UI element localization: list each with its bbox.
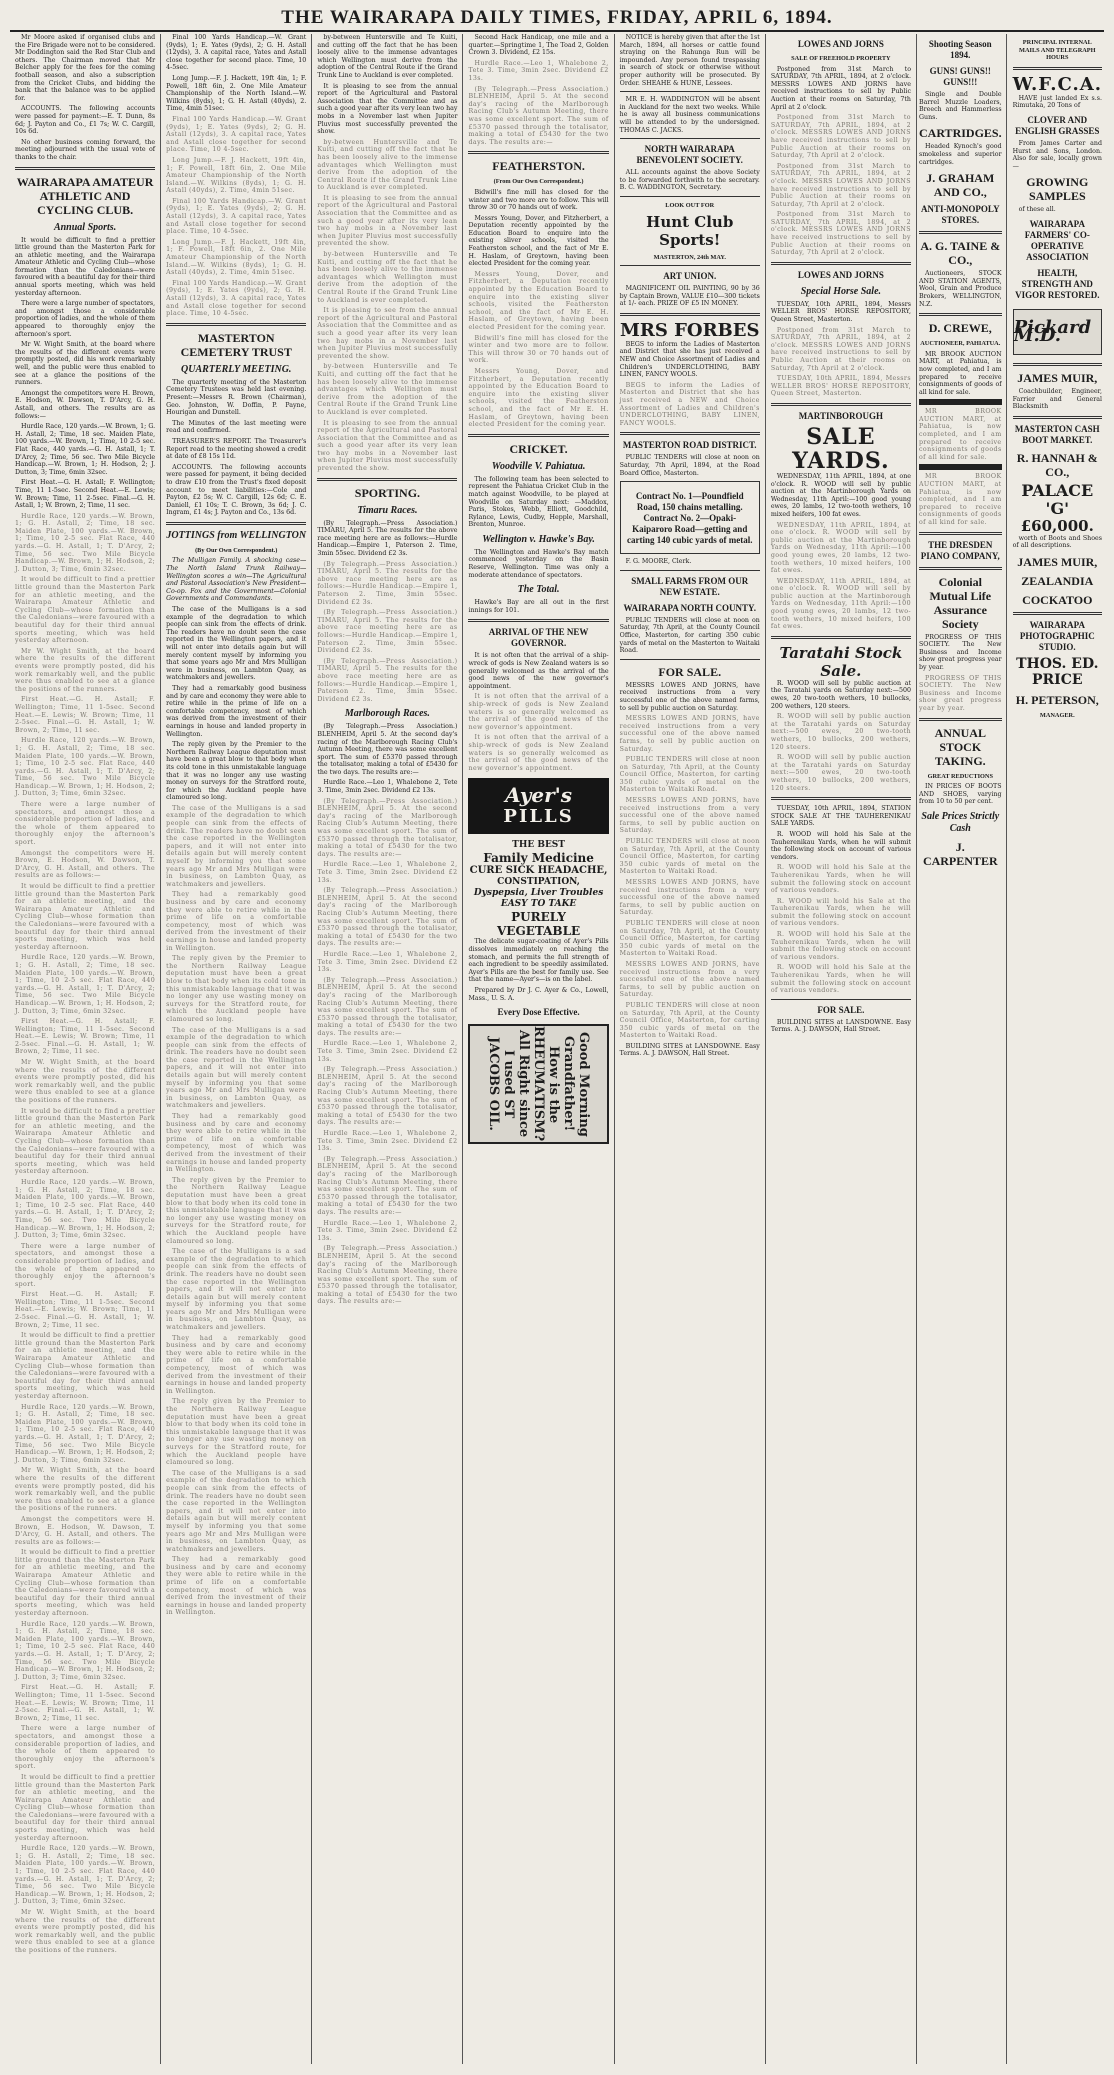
article-text: (By Telegraph.—Press Association.) TIMARU, April 5. The results for the above race meeting here are as follows:—Hurdle Handicap.—Empire 1, Paterson 2. Time, 3min 55sec. Dividend £2 3s. <box>317 657 458 703</box>
section-subheading: QUARTERLY MEETING. <box>181 363 292 375</box>
article-text: by-between Huntersville and Te Kuiti, and cutting off the fact that he has been loosely alive to the immense advantages which Wellington must derive from the adoption of the Central Route if the Grand Trunk Line to Auckland is ever completed. <box>317 251 458 304</box>
divider <box>1013 416 1102 419</box>
ad-text: Single and Double Barrel Muzzle Loaders, Breech and Hammerless Guns. <box>918 91 1002 121</box>
article-text: It is pleasing to see from the annual report of the Agricultural and Pastoral Association that the Committee and as such a good year after its very lean two hay mobs in a November last when Jupiter Pluvius most successfully prevented the show. <box>317 194 458 248</box>
sale-text: R. WOOD will sell by public auction at the Taratahi yards on Saturday next:—500 ewes, 20 two-tooth wethers, 10 bullocks, 200 wethers, 120 steers. <box>770 679 911 710</box>
section-subheading: Woodville V. Pahiatua. <box>491 460 586 472</box>
ad-brand: Ayer's <box>505 783 573 808</box>
ad-text: PROGRESS OF THIS SOCIETY. The New Business and Income show great progress year by year. <box>918 633 1002 671</box>
notice-text: PUBLIC TENDERS will close at noon on Saturday, 7th April, at the County Council Office, Masterton, for carting 350 cubic yards of metal on the Masterton to Waitaki Road. <box>619 616 760 655</box>
notice-text: MESSRS LOWES AND JORNS, have received instructions from a very successful one of the above named farms, to sell by public auction on Saturday. <box>619 715 760 753</box>
divider <box>919 718 1002 721</box>
article-text: The case of the Mulligans is a sad example of the degradation to which people can sink from the effects of drink. The readers have no doubt seen the case reported in the Wellington papers, and it will not enter into details again but will merely content myself by informing you that some years ago Mr and Mrs Mulligan were in business, on Lambton Quay, as watchmakers and jewellers. <box>166 1026 307 1110</box>
notice-text: ALL accounts against the above Society to be forwarded forthwith to the secretary. B. C. WADDINGTON, Secretary. <box>619 169 760 192</box>
article-text: They had a remarkably good business and by care and economy they were able to retire while in the prime of life on a comfortable competency, most of which was derived from the investment of their earnings in house and landed property in Wellington. <box>166 891 307 952</box>
ad-heading: Colonial Mutual Life Assurance Society <box>929 574 992 631</box>
sale-heading: Special Horse Sale. <box>800 285 882 297</box>
ad-text: MR BROOK AUCTION MART, at Pahiatua, is now completed, and I am prepared to receive consignments of goods of all kind for sale. <box>918 350 1002 396</box>
article-text: It would be difficult to find a prettier little ground than the Masterton Park for an athletic meeting, and the Wairarapa Amateur Athletic and Cycling Club—whose formation than the Caledonians—were favoured with a beautiful day for their third annual sports meeting, which was held yesterday afternoon. <box>15 1332 156 1400</box>
sale-text: R. WOOD will hold his Sale at the Tauherenikau Yards, when he will submit the following stock on account of various vendors. <box>770 931 911 961</box>
article-text: Hurdle Race.—Leo 1, Whalebone 2, Tete 3. Time, 3min 2sec. Dividend £2 13s. <box>317 779 458 795</box>
article-text: It would be difficult to find a prettier little ground than the Masterton Park for an athletic meeting, and the Wairarapa Amateur Athletic and Cycling Club—whose formation than the Caledonians—were favoured with a beautiful day for their third annual sports meeting, which was held yesterday afternoon. <box>15 576 156 645</box>
notice-text: NOTICE is hereby given that after the 1st March, 1894, all horses or cattle found straying on the Rahunga Run will be impounded. Any person found trespassing in search of stock or otherwise without proper authority will be prosecuted. By Order. SHEAHE & HUNE, Lessees. <box>619 34 760 87</box>
ad-text: Good Morning Grandfather! How is the RHEUMATISM? All Right since I used ST JACOBS OIL. <box>486 1026 592 1142</box>
divider <box>771 262 911 265</box>
results-text: Hurdle Race, 120 yards.—W. Brown, 1; G. H. Astall, 2; Time, 18 sec. Maiden Plate, 100 yards.—W. Brown, 1; Time, 10 2-5 sec. Flat Race, 440 yards.—G. H. Astall, 1; T. D'Arcy, 2; Time, 56 sec. Two Mile Bicycle Handicap.—W. Brown, 1; H. Hodson, 2; J. Dutton, 3; Time, 6min 32sec. <box>15 423 156 476</box>
sale-text: WEDNESDAY, 11th APRIL, 1894, at one o'clock. R. WOOD will sell by public auction at the Martinborough Yards on Wednesday, 11th April:—100 good young ewes, 20 lambs, 12 two-tooth wethers, 10 mixed heifers, 100 fat ewes. <box>770 472 911 518</box>
ad-line: MASTERTON, 24th MAY. <box>653 253 726 261</box>
article-text: Hurdle Race, 120 yards.—W. Brown, 1; G. H. Astall, 2; Time, 18 sec. Maiden Plate, 100 yards.—W. Brown, 1; Time, 10 2-5 sec. Flat Race, 440 yards.—G. H. Astall, 1; T. D'Arcy, 2; Time, 56 sec. Two Mile Bicycle Handicap.—W. Brown, 1; H. Hodson, 2; J. Dutton, 3; Time, 6min 32sec. <box>15 954 156 1015</box>
ad-text: Headed Kynoch's good smokeless and superior cartridges. <box>918 143 1002 166</box>
notice-text: MR E. H. WADDINGTON will be absent in Auckland for the next two weeks. While he is away all business communications will be attended to by the undersigned. THOMAS C. JACKS. <box>619 96 760 134</box>
ad-line: LOOK OUT FOR <box>665 201 715 209</box>
sale-text: Postponed from 31st March to SATURDAY, 7th APRIL, 1894, at 2 o'clock. MESSRS LOWES AND JORNS have received instructions to sell by Public Auction at their rooms on Saturday, 7th April at 2 o'clock. <box>770 162 911 208</box>
sale-text: Postponed from 31st March to SATURDAY, 7th APRIL, 1894, at 2 o'clock. MESSRS LOWES AND JORNS have received instructions to sell by Public Auction at their rooms on Saturday, 7th April at 2 o'clock. <box>770 65 911 111</box>
article-text: It would be difficult to find a prettier little ground than the Masterton Park for an athletic meeting, and the Wairarapa Amateur Athletic and Cycling Club—whose formation than the Caledonians—were favoured with a beautiful day for their third annual sports meeting, which was held yesterday afternoon. <box>15 883 156 951</box>
article-text: Hurdle Race, 120 yards.—W. Brown, 1; G. H. Astall, 2; Time, 18 sec. Maiden Plate, 100 yards.—W. Brown, 1; Time, 10 2-5 sec. Flat Race, 440 yards.—G. H. Astall, 1; T. D'Arcy, 2; Time, 56 sec. Two Mile Bicycle Handicap.—W. Brown, 1; H. Hodson, 2; J. Dutton, 3; Time, 6min 32sec. <box>15 512 156 573</box>
ad-line: PURELY VEGETABLE <box>496 910 581 939</box>
ad-text: Prepared by Dr J. C. Ayer & Co., Lowell, Mass., U. S. A. <box>468 986 609 1002</box>
article-text: They had a remarkably good business and by care and economy they were able to retire while in the prime of life on a comfortable competency, most of which was derived from the investment of their earnings in house and landed property in Wellington. <box>166 1113 307 1174</box>
ad-heading: CLOVER AND ENGLISH GRASSES <box>1015 114 1100 136</box>
divider <box>919 313 1002 316</box>
ad-line: CURE SICK HEADACHE, <box>469 865 608 877</box>
article-text: The quarterly meeting of the Masterton Cemetery Trustees was held last evening. Present:—Messrs R. Brown (Chairman), Geo. Johnston, W. Doffin, P. Payne, Hourigan and Dunstell. <box>166 378 307 417</box>
ad-text: of these all. <box>1018 206 1056 214</box>
notice-heading: MASTERTON ROAD DISTRICT. <box>622 440 757 451</box>
article-text: The reply given by the Premier to the Northern Railway League deputation must have been a great blow to that body when its cold tone in this unmistakable language that it was no longer any use wasting money on surveys for the Stratford route, for which the Auckland people have clamoured so long. <box>166 1398 307 1467</box>
section-heading: FEATHERSTON. <box>492 159 585 174</box>
sale-yards-title: SALE YARDS. <box>792 423 890 474</box>
ad-heading: D. CREWE, <box>928 321 992 336</box>
contract-box <box>620 481 760 554</box>
article-text: Amongst the competitors were H. Brown, E. Hodson, W. Dawson, T. D'Arcy, G. H. Astall, and others. The results are as follows:— <box>15 1515 156 1546</box>
article-text: The Wellington and Hawke's Bay match commenced yesterday on the Basin Reserve, Wellington. Time was only a moderate attendance of spectators. <box>468 548 609 579</box>
ad-heading: COCKATOO <box>1022 592 1093 607</box>
article-text: by-between Huntersville and Te Kuiti, and cutting off the fact that he has been loosely alive to the immense advantages which Wellington must derive from the adoption of the Central Route if the Grand Trunk Line to Auckland is ever completed. <box>317 34 458 79</box>
ad-heading: Sale Prices Strictly Cash <box>921 810 1000 834</box>
article-text: There were a large number of spectators, and amongst those a considerable proportion of ladies, and the whole of them appeared to thoroughly enjoy the afternoon's sport. <box>15 1242 156 1288</box>
notice-text: PUBLIC TENDERS will close at noon on Saturday, 7th April, at the County Council Office, Masterton, for carting 350 cubic yards of metal on the Masterton to Waitaki Road. <box>619 1001 760 1040</box>
notice-text: MESSRS LOWES AND JORNS, have received instructions from a very successful one of the above named farms, to sell by public auction on Saturday. <box>619 879 760 917</box>
article-text: It is not often that the arrival of a ship-wreck of gods is New Zealand waters is so generally welcomed as the arrival of the good news of the new governor's appointment. <box>468 652 609 690</box>
ad-text: BEGS to inform the Ladies of Masterton and District that she has just received a NEW and Choice Assortment of Ladies and Children's UNDERCLOTHING, BABY LINEN, FANCY WOOLS. <box>619 381 760 427</box>
ad-heading: AUCTIONEER, PAHIATUA. <box>920 340 1001 348</box>
article-text: The reply given by the Premier to the Northern Railway League deputation must have been a great blow to that body when its cold tone in this unmistakable language that it was no longer any use wasting money on surveys for the Stratford route, for which the Auckland people have clamoured so long. <box>166 955 307 1023</box>
column-3 <box>312 34 463 2064</box>
article-text: ACCOUNTS. The following accounts were passed for payment, it being decided to draw £10 from the Trust's fixed deposit account to meet liabilities:—Cole and Payton, £2 5s; W. C. Cargill, 12s 6d; C. E. Daniell, £1 10s; T. C. Brown, 3s 6d; J. C. Ingram, £1 4s; J. Payton and Co., 13s 6d. <box>166 463 307 517</box>
section-heading: CRICKET. <box>509 441 568 456</box>
divider <box>620 196 760 197</box>
sale-text: Postponed from 31st March to SATURDAY, 7th APRIL, 1894, at 2 o'clock. MESSRS LOWES AND JORNS have received instructions to sell by Public Auction at their rooms on Saturday, 7th April at 2 o'clock. <box>770 211 911 257</box>
section-heading: ARRIVAL OF THE NEW GOVERNOR. <box>488 627 589 649</box>
article-text: Messrs Young, Dover, and Fitzherbert, a Deputation recently appointed by the Education Board to enquire into the existing sliver schools, visited the Featherston school, and the fact of Mr E. H. Haslam, of Greytown, having been elected President for the coming year. <box>468 367 609 429</box>
section-subheading: (From Our Own Correspondent.) <box>493 178 584 186</box>
ad-heading: GROWING SAMPLES <box>1026 175 1089 204</box>
divider <box>15 167 155 170</box>
ad-text: BEGS to inform the Ladies of Masterton and District that she has just received a NEW and Choice Assortment of Ladies and Children's UNDERCLOTHING, BABY LINEN, FANCY WOOLS. <box>619 340 760 379</box>
ad-text: From James Carter and Hurst and Sons, London. Also for sale, locally grown— <box>1012 139 1102 170</box>
ad-heading: JAMES MUIR, <box>1017 370 1098 385</box>
sale-text: R. WOOD will sell by public auction at the Taratahi yards on Saturday next:—500 ewes, 20 two-tooth wethers, 10 bullocks, 200 wethers, 120 steers. <box>770 754 911 792</box>
ad-heading: CARTRIDGES. <box>918 126 1002 141</box>
divider <box>620 313 760 316</box>
divider <box>919 532 1002 535</box>
divider <box>771 999 911 1000</box>
divider <box>620 432 760 435</box>
sale-text: BUILDING SITES at LANSDOWNE. Easy Terms. A. J. DAWSON, Hall Street. <box>770 1018 911 1034</box>
column-7b <box>1013 34 1102 2064</box>
article-text: It is not often that the arrival of a ship-wreck of gods is New Zealand waters is so generally welcomed as the arrival of the good news of the new governor's appointment. <box>468 693 609 731</box>
article-text: Final 100 Yards Handicap.—W. Grant (9yds), 1; E. Yates (9yds), 2; G. H. Astall (12yds), 3. A capital race, Yates and Astall close together for second place. Time, 10 4-5sec. <box>166 115 307 154</box>
sale-text: R. WOOD will hold his Sale at the Tauherenikau Yards, when he will submit the following stock on account of various vendors. <box>770 830 911 861</box>
notice-heading: NORTH WAIRARAPA BENEVOLENT SOCIETY. <box>636 144 743 166</box>
divider <box>1013 67 1102 70</box>
article-text: Bidwill's fine mill has closed for the winter and two more are to follow. This will throw 30 or 70 hands out of work. <box>468 334 609 365</box>
article-text: It is not often that the arrival of a ship-wreck of gods is New Zealand waters is so generally welcomed as the arrival of the good news of the new governor's appointment. <box>468 734 609 772</box>
section-subheading: Timaru Races. <box>357 504 418 516</box>
article-text: Messrs Young, Dover, and Fitzherbert, a Deputation recently appointed by the Education Board to enquire into the existing sliver schools, visited the Featherston school, and the fact of Mr E. H. Haslam, of Greytown, having been elected President for the coming year. <box>468 214 609 268</box>
ad-heading: JAMES MUIR, <box>1017 554 1098 569</box>
column-6 <box>766 34 917 2064</box>
article-text: The case of the Mulligans is a sad example of the degradation to which people can sink from the effects of drink. The readers have no doubt seen the case reported in the Wellington papers, and it will not enter into details again but will merely content myself by informing you that some years ago Mr and Mrs Mulligan were in business, on Lambton Quay, as watchmakers and jewellers. <box>166 804 307 888</box>
notice-heading: WAIRARAPA NORTH COUNTY. <box>623 602 756 613</box>
article-text: Mr W. Wight Smith, at the board where the results of the different events were promptly posted, did his work remarkably well, and the public were thus enabled to see at a glance the positions of the runners. <box>15 647 156 693</box>
ad-heading: HEALTH, STRENGTH AND VIGOR RESTORED. <box>1015 267 1100 300</box>
article-text: The reply given by the Premier to the Northern Railway League deputation must have been a great blow to that body when its cold tone in this unmistakable language that it was no longer any use wasting money on surveys for the Stratford route, for which the Auckland people have clamoured so long. <box>166 741 307 802</box>
article-text: It would be difficult to find a prettier little ground than the Masterton Park for an athletic meeting, and the Wairarapa Amateur Athletic and Cycling Club—whose formation than the Caledonians—were favoured with a beautiful day for their third annual sports meeting, which was held yesterday afternoon. <box>15 236 156 297</box>
divider <box>317 478 457 481</box>
article-text: Hurdle Race.—Leo 1, Whalebone 2, Tete 3. Time, 3min 2sec. Dividend £2 13s. <box>317 1219 458 1242</box>
article-text: Hurdle Race, 120 yards.—W. Brown, 1; G. H. Astall, 2; Time, 18 sec. Maiden Plate, 100 yards.—W. Brown, 1; Time, 10 2-5 sec. Flat Race, 440 yards.—G. H. Astall, 1; T. D'Arcy, 2; Time, 56 sec. Two Mile Bicycle Handicap.—W. Brown, 1; H. Hodson, 2; J. Dutton, 3; Time, 6min 32sec. <box>15 1178 156 1240</box>
section-heading: SPORTING. <box>354 485 421 500</box>
article-text: The case of the Mulligans is a sad example of the degradation to which people can sink from the effects of drink. The readers have no doubt seen the case reported in the Wellington papers, and it will not enter into details again but will merely content myself by informing you that some years ago Mr and Mrs Mulligan were in business, on Lambton Quay, as watchmakers and jewellers. <box>166 1248 307 1332</box>
article-text: (By Telegraph.—Press Association.) TIMARU, April 5. The results for the above race meeting here are as follows:—Hurdle Handicap.—Empire 1, Paterson 2. Time, 3min 55sec. Dividend £2 3s. <box>317 560 458 606</box>
article-text: First Heat.—G. H. Astall; F. Wellington; Time, 11 1-5sec. Second Heat.—E. Lewis; W. Brown; Time, 11 2-5sec. Final.—G. H. Astall, 1; W. Brown, 2; Time, 11 sec. <box>15 1684 156 1722</box>
article-text: Mr W. Wight Smith, at the board where the results of the different events were promptly posted, did his work remarkably well, and the public were thus enabled to see at a glance the positions of the runners. <box>15 341 156 387</box>
ad-text: Auctioneers, STOCK AND STATION AGENTS, Wool, Grain and Produce Brokers, WELLINGTON, N.Z. <box>918 270 1002 308</box>
divider <box>919 567 1002 570</box>
divider <box>771 797 911 800</box>
article-text: They had a remarkably good business and by care and economy they were able to retire while in the prime of life on a comfortable competency, most of which was derived from the investment of their earnings in house and landed property in Wellington. <box>166 1334 307 1395</box>
ad-line: THE BEST <box>512 840 565 851</box>
article-text: (By Telegraph.—Press Association.) BLENHEIM, April 5. At the second day's racing of the Marlborough Racing Club's Autumn Meeting, there was some excellent sport. The sum of £5370 passed through the totalisator, making a total of £5430 for the two days. The results are:— <box>317 1066 458 1127</box>
ad-text: PROGRESS OF THIS SOCIETY. The New Business and Income show great progress year by year. <box>918 674 1002 712</box>
ad-text: worth of Boots and Shoes of all descriptions. <box>1012 534 1102 550</box>
article-text: It is pleasing to see from the annual report of the Agricultural and Pastoral Association that the Committee and as such a good year after its very lean two hay mobs in a November last when Jupiter Pluvius most successfully prevented the show. <box>317 82 458 136</box>
sale-text: TUESDAY, 10th APRIL, 1894, Messrs WELLER BROS' HORSE REPOSITORY, Queen Street, Masterton. <box>770 375 911 398</box>
article-text: (By Telegraph.—Press Association.) BLENHEIM, April 5. At the second day's racing of the Marlborough Racing Club's Autumn Meeting, there was some excellent sport. The sum of £5370 passed through the totalisator, making a total of £5430 for the two days. The results are:— <box>317 976 458 1037</box>
article-text: First Heat.—G. H. Astall; F. Wellington; Time, 11 1-5sec. Second Heat.—E. Lewis; W. Brown; Time, 11 2-5sec. Final.—G. H. Astall, 1; W. Brown, 2; Time, 11 sec. <box>15 696 156 734</box>
wfca-title: W.F.C.A. <box>1012 73 1102 95</box>
sale-heading: FOR SALE. <box>817 1004 865 1015</box>
article-text: TREASURER'S REPORT. The Treasurer's Report read to the meeting showed a credit at date of £8 15s 11d. <box>166 437 307 461</box>
article-text: by-between Huntersville and Te Kuiti, and cutting off the fact that he has been loosely alive to the immense advantages which Wellington must derive from the adoption of the Central Route if the Grand Trunk Line to Auckland is ever completed. <box>317 138 458 192</box>
newspaper-title: THE WAIRARAPA DAILY TIMES, FRIDAY, APRIL 6, 1894. <box>281 7 833 28</box>
divider <box>771 403 911 406</box>
article-text: Hurdle Race, 120 yards.—W. Brown, 1; G. H. Astall, 2; Time, 18 sec. Maiden Plate, 100 yards.—W. Brown, 1; Time, 10 2-5 sec. Flat Race, 440 yards.—G. H. Astall, 1; T. D'Arcy, 2; Time, 56 sec. Two Mile Bicycle Handicap.—W. Brown, 1; H. Hodson, 2; J. Dutton, 3; Time, 6min 32sec. <box>15 1845 156 1906</box>
sale-text: WEDNESDAY, 11th APRIL, 1894, at one o'clock. R. WOOD will sell by public auction at the Martinborough Yards on Wednesday, 11th April:—100 good young ewes, 20 lambs, 12 two-tooth wethers, 10 mixed heifers, 100 fat ewes. <box>770 521 911 575</box>
article-text: Hurdle Race.—Leo 1, Whalebone 2, Tete 3. Time, 3min 2sec. Dividend £2 13s. <box>317 950 458 974</box>
results-text: First Heat.—G. H. Astall; F. Wellington; Time, 11 1-5sec. Second Heat.—E. Lewis; W. Brown; Time, 11 2-5sec. Final.—G. H. Astall, 1; W. Brown, 2; Time, 11 sec. <box>15 479 156 510</box>
ad-product: PILLS <box>503 806 574 828</box>
sale-text: R. WOOD will hold his Sale at the Tauherenikau Yards, when he will submit the following stock on account of various vendors. <box>770 897 911 928</box>
article-text: Hurdle Race.—Leo 1, Whalebone 2, Tete 3. Time, 3min 2sec. Dividend £2 13s. <box>317 1040 458 1063</box>
sale-text: TUESDAY, 10th APRIL, 1894, STATION STOCK SALE AT THE TAUHERENIKAU SALE YARDS. <box>770 805 911 828</box>
notice-text: PUBLIC TENDERS will close at noon on Saturday, 7th April, at the County Council Office, Masterton, for carting 350 cubic yards of metal on the Masterton to Waitaki Road. <box>619 756 760 794</box>
article-text: The case of the Mulligans is a sad example of the degradation to which people can sink from the effects of drink. The readers have no doubt seen the case reported in the Wellington papers, and it will not enter into details again but will merely content myself by informing you that some years ago Mr and Mrs Mulligan were in business, on Lambton Quay, as watchmakers and jewellers. <box>166 606 307 682</box>
price-signature-title: THOS. ED. PRICE <box>1016 655 1099 688</box>
ad-line: EASY TO TAKE <box>500 899 577 910</box>
article-text: (By Telegraph.—Press Association.) TIMARU, April 5. The results for the above race meeting here are as follows:—Hurdle Handicap.—Empire 1, Paterson 2. Time, 3min 55sec. Dividend £2 3s. <box>317 519 458 558</box>
ad-text: Coachbuilder, Engineer, Farrier and General Blacksmith <box>1012 387 1102 411</box>
ad-tagline: Every Dose Effective. <box>497 1007 580 1018</box>
article-text: Long Jump.—F. J. Hackett, 19ft 4in, 1; F. Powell, 18ft 6in, 2. One Mile Amateur Championship of the North Island.—W. Wilkins (8yds), 1; G. H. Astall (40yds), 2. Time, 4min 51sec. <box>166 74 307 113</box>
article-text: Final 100 Yards Handicap.—W. Grant (9yds), 1; E. Yates (9yds), 2; G. H. Astall (12yds), 3. A capital race, Yates and Astall close together for second place. Time, 10 4-5sec. <box>166 34 307 72</box>
ad-heading: ANNUAL STOCK TAKING. <box>934 725 986 768</box>
notice-text: MAGNIFICENT OIL PAINTING, 90 by 36 by Captain Brown, VALUE £10—300 tickets at 1/- each. PRIZE OF £5 IN MONEY. <box>619 285 760 308</box>
divider <box>620 265 760 266</box>
article-text: Amongst the competitors were H. Brown, E. Hodson, W. Dawson, T. D'Arcy, G. H. Astall, and others. The results are as follows:— <box>15 849 156 880</box>
article-text: ACCOUNTS. The following accounts were passed for payment:—E. T. Dunn, 8s 6d; J. Payton and Co., £1 7s; W. C. Cargill, 10s 6d. <box>15 105 156 136</box>
article-text: (By Telegraph.—Press Association.) BLENHEIM, April 5. At the second day's racing of the Marlborough Racing Club's Autumn Meeting, there was some excellent sport. The sum of £5370 passed through the totalisator, making a total of £5430 for the two days. The results are:— <box>317 723 458 776</box>
divider <box>468 151 608 154</box>
article-text: Mr Moore asked if organised clubs and the Fire Brigade were not to be considered. Mr Doddington said the Red Star Club and others. The Chairman moved that Mr Belcher apply for the fees for the coming football season, and also a subscription from the Cricket Clubs, and bidding the bank that the balance was to be applied for. <box>15 34 156 102</box>
section-subheading: (By Our Own Correspondent.) <box>195 546 278 554</box>
article-text: There were a large number of spectators, and amongst those a considerable proportion of ladies, and the whole of them appeared to thoroughly enjoy the afternoon's sport. <box>15 300 156 338</box>
contract-text: Contract No. 1—Poundfield Road, 150 chains metalling. Contract No. 2—Opaki-Kaiparoro Road—getting and carting 140 cubic yards of metal. <box>626 491 753 546</box>
ad-text: IN PRICES OF BOOTS AND SHOES, varying from 10 to 50 per cent. <box>918 783 1002 806</box>
article-text: No other business coming forward, the meeting adjourned with the usual vote of thanks to the chair. <box>15 138 156 161</box>
ad-heading: GUNS! GUNS!! GUNS!!! <box>929 66 991 87</box>
article-text: Hurdle Race, 120 yards.—W. Brown, 1; G. H. Astall, 2; Time, 18 sec. Maiden Plate, 100 yards.—W. Brown, 1; Time, 10 2-5 sec. Flat Race, 440 yards.—G. H. Astall, 1; T. D'Arcy, 2; Time, 56 sec. Two Mile Bicycle Handicap.—W. Brown, 1; H. Hodson, 2; J. Dutton, 3; Time, 6min 32sec. <box>15 1403 156 1464</box>
article-text: First Heat.—G. H. Astall; F. Wellington; Time, 11 1-5sec. Second Heat.—E. Lewis; W. Brown; Time, 11 2-5sec. Final.—G. H. Astall, 1; W. Brown, 2; Time, 11 sec. <box>15 1018 156 1056</box>
ad-text: The delicate sugar-coating of Ayer's Pills dissolves immediately on reaching the stomach, and permits the full strength of each ingredient to be speedily assimilated. Ayer's Pills are the best for family use. See that the name—Ayer's—is on the label. <box>468 938 609 984</box>
ad-line: Family Medicine <box>483 851 594 866</box>
divider <box>166 522 306 525</box>
divider <box>1013 363 1102 366</box>
article-text: Mr W. Wight Smith, at the board where the results of the different events were promptly posted, did his work remarkably well, and the public were thus enabled to see at a glance the positions of the runners. <box>15 1059 156 1105</box>
ad-text: MR BROOK AUCTION MART, at Pahiatua, is now completed, and I am prepared to receive consignments of goods of all kind for sale. <box>918 473 1002 526</box>
column-5 <box>615 34 766 2064</box>
ad-heading: PRINCIPAL INTERNAL MAILS AND TELEGRAPH HOURS <box>1019 39 1096 62</box>
section-subheading: The Total. <box>517 584 560 596</box>
article-text: Hawke's Bay are all out in the first innings for 101. <box>468 599 609 614</box>
sale-heading: MARTINBOROUGH <box>798 410 883 421</box>
article-text: The case of the Mulligans is a sad example of the degradation to which people can sink from the effects of drink. The readers have no doubt seen the case reported in the Wellington papers, and it will not enter into details again but will merely content myself by informing you that some years ago Mr and Mrs Mulligan were in business, on Lambton Quay, as watchmakers and jewellers. <box>166 1469 307 1553</box>
ad-heading: J. CARPENTER <box>922 839 998 868</box>
divider <box>919 231 1002 234</box>
article-text: Hurdle Race.—Leo 1, Whalebone 2, Tete 3. Time, 3min 2sec. Dividend £2 13s. <box>317 861 458 884</box>
article-text: The reply given by the Premier to the Northern Railway League deputation must have been a great blow to that body when its cold tone in this unmistakable language that it was no longer any use wasting money on surveys for the Stratford route, for which the Auckland people have clamoured so long. <box>166 1176 307 1245</box>
column-7 <box>917 34 1104 2064</box>
ayers-pills-ad-body <box>468 840 608 938</box>
article-text: (By Telegraph.—Press Association.) TIMARU, April 5. The results for the above race meeting here are as follows:—Hurdle Handicap.—Empire 1, Paterson 2. Time, 3min 55sec. Dividend £2 3s. <box>317 609 458 655</box>
article-text: They had a remarkably good business and by care and economy they were able to retire while in the prime of life on a comfortable competency, most of which was derived from the investment of their earnings in house and landed property in Wellington. <box>166 684 307 738</box>
article-text: Final 100 Yards Handicap.—W. Grant (9yds), 1; E. Yates (9yds), 2; G. H. Astall (12yds), 3. A capital race, Yates and Astall close together for second place. Time, 10 4-5sec. <box>166 279 307 318</box>
notice-text: MESSRS LOWES AND JORNS, have received instructions from a very successful one of the above named farms, to sell by public auction on Saturday. <box>619 960 760 999</box>
article-text: There were a large number of spectators, and amongst those a considerable proportion of ladies, and the whole of them appeared to thoroughly enjoy the afternoon's sport. <box>15 1725 156 1771</box>
article-text: Amongst the competitors were H. Brown, E. Hodson, W. Dawson, T. D'Arcy, G. H. Astall, and others. The results are as follows:— <box>15 389 156 420</box>
divider <box>620 659 760 660</box>
notice-heading: FOR SALE. <box>658 664 722 679</box>
ad-heading: MASTERTON CASH BOOT MARKET. <box>1014 423 1100 445</box>
article-text: Mr W. Wight Smith, at the board where the results of the different events were promptly posted, did his work remarkably well, and the public were thus enabled to see at a glance the positions of the runners. <box>15 1909 156 1954</box>
ad-line: Dyspepsia, Liver Troubles <box>473 888 604 899</box>
article-text: Messrs Young, Dover, and Fitzherbert, a Deputation recently appointed by the Education Board to enquire into the existing sliver schools, visited the Featherston school, and the fact of Mr E. H. Haslam, of Greytown, having been elected President for the coming year. <box>468 270 609 331</box>
article-text: Long Jump.—F. J. Hackett, 19ft 4in, 1; F. Powell, 18ft 6in, 2. One Mile Amateur Championship of the North Island.—W. Wilkins (8yds), 1; G. H. Astall (40yds), 2. Time, 4min 51sec. <box>166 238 307 277</box>
column-4 <box>463 34 614 2064</box>
article-text: Hurdle Race, 120 yards.—W. Brown, 1; G. H. Astall, 2; Time, 18 sec. Maiden Plate, 100 yards.—W. Brown, 1; Time, 10 2-5 sec. Flat Race, 440 yards.—G. H. Astall, 1; T. D'Arcy, 2; Time, 56 sec. Two Mile Bicycle Handicap.—W. Brown, 1; H. Hodson, 2; J. Dutton, 3; Time, 6min 32sec. <box>15 1620 156 1681</box>
divider <box>620 570 760 571</box>
ad-text: MR BROOK AUCTION MART, at Pahiatua, is now completed, and I am prepared to receive consignments of goods of all kind for sale. <box>918 408 1002 461</box>
column-7a <box>919 34 1007 2064</box>
divider <box>620 91 760 92</box>
auctioneer-heading: LOWES AND JORNS <box>797 39 884 49</box>
sale-text: TUESDAY, 10th APRIL, 1894, Messrs WELLER BROS' HORSE REPOSITORY, Queen Street, Masterton. <box>770 300 911 324</box>
article-text: It would be difficult to find a prettier little ground than the Masterton Park for an athletic meeting, and the Wairarapa Amateur Athletic and Cycling Club—whose formation than the Caledonians—were favoured with a beautiful day for their third annual sports meeting, which was held yesterday afternoon. <box>15 1773 156 1842</box>
article-text: Hurdle Race, 120 yards.—W. Brown, 1; G. H. Astall, 2; Time, 18 sec. Maiden Plate, 100 yards.—W. Brown, 1; Time, 10 2-5 sec. Flat Race, 440 yards.—G. H. Astall, 1; T. D'Arcy, 2; Time, 56 sec. Two Mile Bicycle Handicap.—W. Brown, 1; H. Hodson, 2; J. Dutton, 3; Time, 6min 32sec. <box>15 737 156 798</box>
column-grid <box>10 34 1104 2064</box>
article-text: Hurdle Race.—Leo 1, Whalebone 2, Tete 3. Time, 3min 2sec. Dividend £2 13s. <box>317 1130 458 1153</box>
ad-heading: J. GRAHAM AND CO., <box>926 171 995 200</box>
notice-text: PUBLIC TENDERS will close at noon on Saturday, 7th April, at the County Council Office, Masterton, for carting 350 cubic yards of metal on the Masterton to Waitaki Road. <box>619 838 760 876</box>
ad-text: HAVE just landed Ex s.s. Rimutaka, 20 Tons of <box>1012 94 1102 110</box>
article-text: The following team has been selected to represent the Pahiatua Cricket Club in the match against Woodville, to be played at Woodville on Saturday next: —Maddox, Paris, Stokes, Webb, Elliott, Goodchild, Rylance, Lewis, Cudby, Hepple, Marshall, Brenton, Munroe. <box>468 475 609 529</box>
article-text: First Heat.—G. H. Astall; F. Wellington; Time, 11 1-5sec. Second Heat.—E. Lewis; W. Brown; Time, 11 2-5sec. Final.—G. H. Astall, 1; W. Brown, 2; Time, 11 sec. <box>15 1291 156 1329</box>
notice-text: PUBLIC TENDERS will close at noon on Saturday, 7th April, at the County Council Office, Masterton, for carting 350 cubic yards of metal on the Masterton to Waitaki Road. <box>619 919 760 958</box>
article-text: Bidwill's fine mill has closed for the winter and two more are to follow. This will throw 30 or 70 hands out of work. <box>468 188 609 212</box>
hunt-club-ad-title: Hunt Club Sports! <box>646 212 734 249</box>
article-text: Mr W. Wight Smith, at the board where the results of the different events were promptly posted, did his work remarkably well, and the public were thus enabled to see at a glance the positions of the runners. <box>15 1467 156 1513</box>
ad-heading: A. G. TAINE & CO., <box>920 239 1001 268</box>
forbes-ad-title: MRS FORBES <box>619 319 760 341</box>
article-text: It would be difficult to find a prettier little ground than the Masterton Park for an athletic meeting, and the Wairarapa Amateur Athletic and Cycling Club—whose formation than the Caledonians—were favoured with a beautiful day for their third annual sports meeting, which was held yesterday afternoon. <box>15 1107 156 1176</box>
column-2 <box>161 34 312 2064</box>
article-text: It would be difficult to find a prettier little ground than the Masterton Park for an athletic meeting, and the Wairarapa Amateur Athletic and Cycling Club—whose formation than the Caledonians—were favoured with a beautiful day for their third annual sports meeting, which was held yesterday afternoon. <box>15 1549 156 1618</box>
black-rule <box>919 399 1002 405</box>
article-text: Final 100 Yards Handicap.—W. Grant (9yds), 1; E. Yates (9yds), 2; G. H. Astall (12yds), 3. A capital race, Yates and Astall close together for second place. Time, 10 4-5sec. <box>166 197 307 236</box>
notice-text: F. G. MOORE, Clerk. <box>625 558 692 566</box>
divider <box>468 434 608 437</box>
ad-heading: MANAGER. <box>1039 711 1075 719</box>
section-subheading: Marlborough Races. <box>344 708 430 720</box>
column-1 <box>10 34 161 2064</box>
notice-heading: SMALL FARMS FROM OUR NEW ESTATE. <box>631 575 749 597</box>
divider <box>620 138 760 139</box>
article-text: Hurdle Race.—Leo 1, Whalebone 2, Tete 3. Time, 3min 2sec. Dividend £2 13s. <box>468 59 609 82</box>
article-text: by-between Huntersville and Te Kuiti, and cutting off the fact that he has been loosely alive to the immense advantages which Wellington must derive from the adoption of the Central Route if the Grand Trunk Line to Auckland is ever completed. <box>317 363 458 416</box>
divider <box>166 323 306 326</box>
article-text: (By Telegraph.—Press Association.) BLENHEIM, April 5. At the second day's racing of the Marlborough Racing Club's Autumn Meeting, there was some excellent sport. The sum of £5370 passed through the totalisator, making a total of £5430 for the two days. The results are:— <box>317 1155 458 1216</box>
st-jacobs-oil-ad <box>468 1024 608 1144</box>
article-text: (By Telegraph.—Press Association.) BLENHEIM, April 5. At the second day's racing of the Marlborough Racing Club's Autumn Meeting, there was some excellent sport. The sum of £5370 passed through the totalisator, making a total of £5430 for the two days. The results are:— <box>317 797 458 858</box>
ad-heading: H. PETERSON, <box>1015 692 1099 707</box>
divider <box>771 636 911 639</box>
article-text: Second Hack Handicap, one mile and a quarter.—Springtime 1, The Toad 2, Golden Crown 3. Dividend, £2 15s. <box>468 34 609 57</box>
palace-ad-title: PALACE 'G' <box>1021 480 1094 518</box>
sale-text: R. WOOD will hold his Sale at the Tauherenikau Yards, when he will submit the following stock on account of various vendors. <box>770 864 911 895</box>
article-text: They had a remarkably good business and by care and economy they were able to retire while in the prime of life on a comfortable competency, most of which was derived from the investment of their earnings in house and landed property in Wellington. <box>166 1556 307 1617</box>
ad-line: CONSTIPATION, <box>497 877 580 888</box>
article-text: It is pleasing to see from the annual report of the Agricultural and Pastoral Association that the Committee and as such a good year after its very lean two hay mobs in a November last when Jupiter Pluvius most successfully prevented the show. <box>317 419 458 473</box>
sale-text: Postponed from 31st March to SATURDAY, 7th APRIL, 1894, at 2 o'clock. MESSRS LOWES AND JORNS have received instructions to sell by Public Auction at their rooms on Saturday, 7th April at 2 o'clock. <box>770 326 911 372</box>
ad-heading: WAIRARAPA PHOTOGRAPHIC STUDIO. <box>1019 619 1095 652</box>
black-rule <box>919 464 1002 470</box>
article-text: (By Telegraph.—Press Association.) BLENHEIM, April 5. At the second day's racing of the Marlborough Racing Club's Autumn Meeting, there was some excellent sport. The sum of £5370 passed through the totalisator, making a total of £5430 for the two days. The results are:— <box>317 887 458 948</box>
doctor-signature-ad <box>1013 309 1102 355</box>
section-heading: JOTTINGS from WELLINGTON <box>166 529 307 541</box>
article-text: There were a large number of spectators, and amongst those a considerable proportion of ladies, and the whole of them appeared to thoroughly enjoy the afternoon's sport. <box>15 801 156 847</box>
divider <box>1013 612 1102 615</box>
section-subheading: Wellington v. Hawke's Bay. <box>482 533 595 545</box>
notice-heading: ART UNION. <box>663 271 717 282</box>
article-text: It is pleasing to see from the annual report of the Agricultural and Pastoral Association that the Committee and as such a good year after its very lean two hay mobs in a November last when Jupiter Pluvius most successfully prevented the show. <box>317 307 458 360</box>
signature: Pickard M.D. <box>1013 317 1092 346</box>
sale-text: WEDNESDAY, 11th APRIL, 1894, at one o'clock. R. WOOD will sell by public auction at the Martinborough Yards on Wednesday, 11th April:—100 good young ewes, 20 lambs, 12 two-tooth wethers, 10 mixed heifers, 100 fat ewes. <box>770 577 911 631</box>
money-ad-title: £60,000. <box>1020 516 1094 535</box>
section-heading: WAIRARAPA AMATEUR ATHLETIC AND CYCLING CLUB. <box>16 174 154 217</box>
masthead <box>10 6 1104 32</box>
ad-heading: THE DRESDEN PIANO COMPANY, <box>920 539 1000 561</box>
sale-text: R. WOOD will sell by public auction at the Taratahi yards on Saturday next:—500 ewes, 20 two-tooth wethers, 10 bullocks, 200 wethers, 120 steers. <box>770 713 911 751</box>
section-subheading: Annual Sports. <box>53 221 117 233</box>
divider <box>468 619 608 622</box>
article-text: (By Telegraph.—Press Association.) BLENHEIM, April 5. At the second day's racing of the Marlborough Racing Club's Autumn Meeting, there was some excellent sport. The sum of £5370 passed through the totalisator, making a total of £5430 for the two days. The results are:— <box>317 1245 458 1306</box>
article-text: (By Telegraph.—Press Association.) BLENHEIM, April 5. At the second day's racing of the Marlborough Racing Club's Autumn Meeting, there was some excellent sport. The sum of £5370 passed through the totalisator, making a total of £5430 for the two days. The results are:— <box>468 85 609 146</box>
section-heading: MASTERTON CEMETERY TRUST <box>180 330 292 359</box>
taratahi-sale-title: Taratahi Stock Sale. <box>779 643 903 680</box>
notice-text: PUBLIC TENDERS will close at noon on Saturday, 7th April, 1894, at the Road Board Office, Masterton. <box>619 454 760 477</box>
ad-heading: WAIRARAPA FARMERS' CO-OPERATIVE ASSOCIATION <box>1024 218 1090 262</box>
sale-text: Postponed from 31st March to SATURDAY, 7th APRIL, 1894, at 2 o'clock. MESSRS LOWES AND JORNS have received instructions to sell by Public Auction at their rooms on Saturday, 7th April at 2 o'clock. <box>770 114 911 160</box>
sale-text: R. WOOD will hold his Sale at the Tauherenikau Yards, when he will submit the following stock on account of various vendors. <box>770 964 911 995</box>
ayers-pills-ad-banner <box>468 778 608 834</box>
ad-heading: GREAT REDUCTIONS <box>927 772 993 780</box>
notice-text: MESSRS LOWES AND JORNS, have received instructions from a very successful one of the above named farms, to sell by public auction on Saturday. <box>619 797 760 835</box>
auctioneer-heading: LOWES AND JORNS <box>797 269 884 280</box>
ad-heading: ANTI-MONOPOLY STORES. <box>920 204 1000 226</box>
notice-text: BUILDING SITES at LANSDOWNE. Easy Terms. A. J. DAWSON, Hall Street. <box>619 1042 760 1058</box>
notice-text: MESSRS LOWES AND JORNS, have received instructions from a very successful one of the above named farms, to sell by public auction on Saturday. <box>619 681 760 712</box>
ad-heading: R. HANNAH & CO., <box>1016 450 1098 479</box>
article-text: The Minutes of the last meeting were read and confirmed. <box>166 419 307 435</box>
sale-heading: SALE OF FREEHOLD PROPERTY <box>791 55 891 62</box>
article-summary: The Mulligan Family. A shocking case—The North Island Trunk Railway—Wellington scores a win—The Agricultural and Pastoral Association's New President—Co-op. Fox and the Government—Colonial Governments and Commandants. <box>166 557 307 603</box>
ad-heading: ZEALANDIA <box>1021 573 1094 588</box>
ad-heading: Shooting Season 1894. <box>928 39 992 60</box>
article-text: Long Jump.—F. J. Hackett, 19ft 4in, 1; F. Powell, 18ft 6in, 2. One Mile Amateur Championship of the North Island.—W. Wilkins (8yds), 1; G. H. Astall (40yds), 2. Time, 4min 51sec. <box>166 156 307 195</box>
